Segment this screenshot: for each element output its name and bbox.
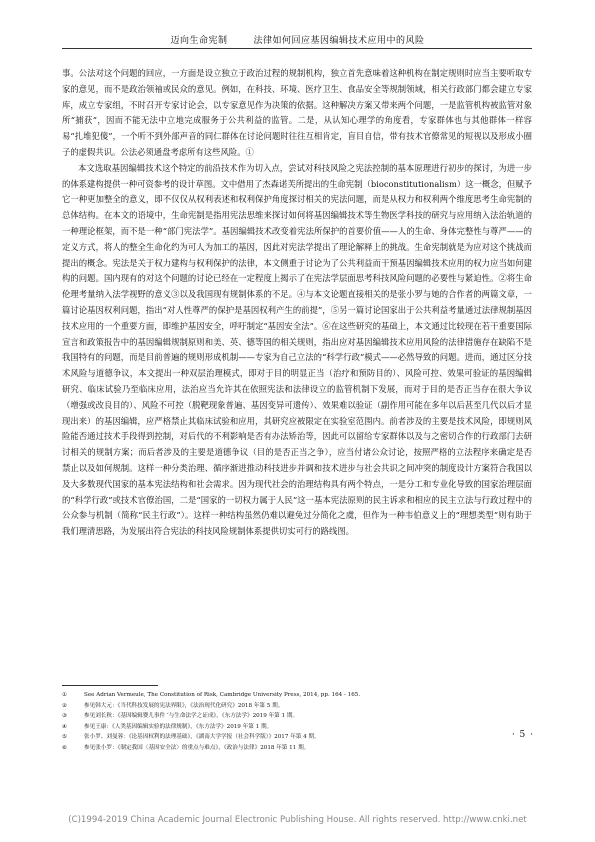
journal-column-name: 迈向生命宪制 [170, 36, 228, 46]
header-rule [62, 48, 532, 49]
footnote-text: 参见王康：《人类基因编辑实验的法律规制》，《东方法学》2019 年第 1 期。 [84, 723, 273, 730]
footnote-number: ⑤ [62, 734, 68, 741]
footnote [62, 711, 532, 722]
footnote-rule [62, 685, 158, 686]
page-number: · 5 · [511, 730, 534, 740]
body-text [62, 66, 532, 674]
article-title-header: 法律如何回应基因编辑技术应用中的风险 [253, 36, 425, 46]
running-header [0, 33, 595, 46]
paragraph: 本文选取基因编辑技术这个特定的前沿技术作为切入点，尝试对科技风险之宪法控制的基本原理进行初步的探讨，为进一步的体系建构提供一种可资参考的设计草图。文中借用了杰森诺芙所提出的生命宪制（bioconstitutionalism）这一概念，但赋予它一种更加整全的意义，即不仅仅从权利表述和权利保护角度探讨相关的宪法问题，而是从权力和权利两个维度思考生命宪制的总体结构。在本文的语境中，生命宪制是指用宪法思维来探讨如何将基因编辑技术等生物医学科技的研究与应用纳入法治轨道的一种理论框架，而不是一种“部门宪法学”。基因编辑技术改变着宪法所保护的首要价值——人的生命、身体完整性与尊严——的定义方式，将人的整全生命化约为可人为加工的基因，因此对宪法学提出了理论解释上的挑战。生命宪制就是为应对这个挑战而提出的概念。宪法是关于权力建构与权利保护的法律，本文侧重于讨论为了公共利益而干预基因编辑技术应用的权力应当如何建构的问题。国内现有的对这个问题的讨论已经在一定程度上揭示了在宪法学层面思考科技风险问题的必要性与紧迫性。②将生命伦理考量纳入法学视野的意义③以及我国现有规制体系的不足。④与本文论题直接相关的是张小罗与她的合作者的两篇文章，一篇讨论基因权利问题，指出“对人性尊严的保护是基因权利产生的前提”，⑤另一篇讨论国家出于公共利益考量通过法律规制基因技术应用的一个重要方面，即维护基因安全，呼吁制定“基因安全法”。⑥在这些研究的基础上，本文通过比较现在若干重要国际宣言和政策报告中的基因编辑规制原则和美、英、德等国的相关规则，指出应对基因编辑技术应用风险的法律措施存在缺陷不是我国特有的问题，而是目前普遍的规则形成机制——专家为自己立法的“科学行政”模式——必然导致的问题。进而，通过区分技术风险与道德争议，本文提出一种双层治理模式，即对于目的明显正当（治疗和预防目的）、风险可控、效果可验证的基因编辑研究、临床试验乃至临床应用，法治应当允许其在依照宪法和法律设立的监管机制下发展，而对于目的是否正当存在很大争议（增强或改良目的）、风险不可控（脱靶现象普遍、基因变异可遗传）、效果难以验证（副作用可能在多年以后甚至几代以后才显现出来）的基因编辑，应严格禁止其临床试验和应用，其研究应被限定在实验室范围内。前者涉及的主要是技术风险，即规则风险能否通过技术手段得到控制，对后代的不利影响是否有办法矫治等，因此可以留给专家群体以及与之密切合作的行政部门去研讨相关的规制方案；而后者涉及的主要是道德争议（目的是否正当之争），应当付诸公众讨论，按照严格的立法程序来确定是否禁止以及如何规制。这样一种分类治理、循序渐进推动科技进步并调和技术进步与社会共识之间冲突的制度设计方案符合我国以及大多数现代国家的基本宪法结构和社会需求。因为现代社会的治理结构具有两个特点，一是分工和专业化导致的国家治理层面的“科学行政”或技术官僚治国，二是“国家的一切权力属于人民”这一基本宪法原则的民主诉求和相应的民主立法与行政过程中的公众参与机制（简称“民主行政”）。这样一种结构虽然仍难以避免过分简化之虞，但作为一种韦伯意义上的“理想类型”则有助于我们理清思路，为发展出符合宪法的科技风险规制体系提供切实可行的路线图。 [62, 162, 532, 537]
paragraph-continued: 事。公法对这个问题的回应，一方面是设立独立于政治过程的规制机构，独立首先意味着这种机构在制定规则时应当主要听取专家的意见，而不是政治领袖或民众的意见。例如，在科技、环境、医疗卫生、食品安全等规制领域，相关行政部门都会建立专家库，成立专家组，不时召开专家讨论会，以专家意见作为决策的依据。这种解决方案又带来两个问题，一是监管机构被监管对象所“捕获”，因而不能无法中立地完成服务于公共利益的监管。二是，从认知心理学的角度看，专家群体也与其他群体一样容易“扎堆犯傻”，一个听不到外部声音的同仁群体在讨论问题时往往互相肯定，盲目自信，带有技术官僚常见的短视以及形成小圈子的虚假共识。公法必须通盘考虑所有这些风险。① [62, 68, 532, 157]
footnote [62, 732, 532, 743]
footnote [62, 743, 532, 754]
footnote-number: ③ [62, 713, 68, 720]
copyright-notice: (C)1994-2019 China Academic Journal Electronic Publishing House. All rights reserved. http://www.cnki.net [68, 815, 527, 825]
footnote-text: 参见韩大元：《当代科技发展的宪法界限》，《法治现代化研究》2018 年第 5 期。 [84, 702, 284, 709]
footnote-text: 参见张小罗：《制定我国〈基因安全法〉的重点与难点》，《政治与法律》2018 年第 11 期。 [84, 744, 310, 751]
footnote-number: ⑥ [62, 744, 68, 751]
footnote-number: ④ [62, 723, 68, 730]
footnote-number: ② [62, 702, 68, 709]
footnote-text: 张小罗、刘曼蓉：《论基因权利的法理基础》，《湖南大学学报（社会科学版）》2017 年第 4 期。 [84, 734, 320, 741]
footnote-number: ① [62, 692, 68, 698]
footnote [62, 701, 532, 712]
footnote [62, 722, 532, 733]
footnote-text: 参见刘长秋：《基因编辑婴儿事件 ‘与生命法学之证成》，《东方法学》2019 年第 1 期。 [84, 713, 299, 720]
footnote [62, 690, 532, 701]
footnotes [62, 690, 532, 754]
footnote-text: See Adrian Vermeule, The Constitution of Risk, Cambridge University Press, 2014, pp. 164 - 165. [84, 692, 361, 698]
